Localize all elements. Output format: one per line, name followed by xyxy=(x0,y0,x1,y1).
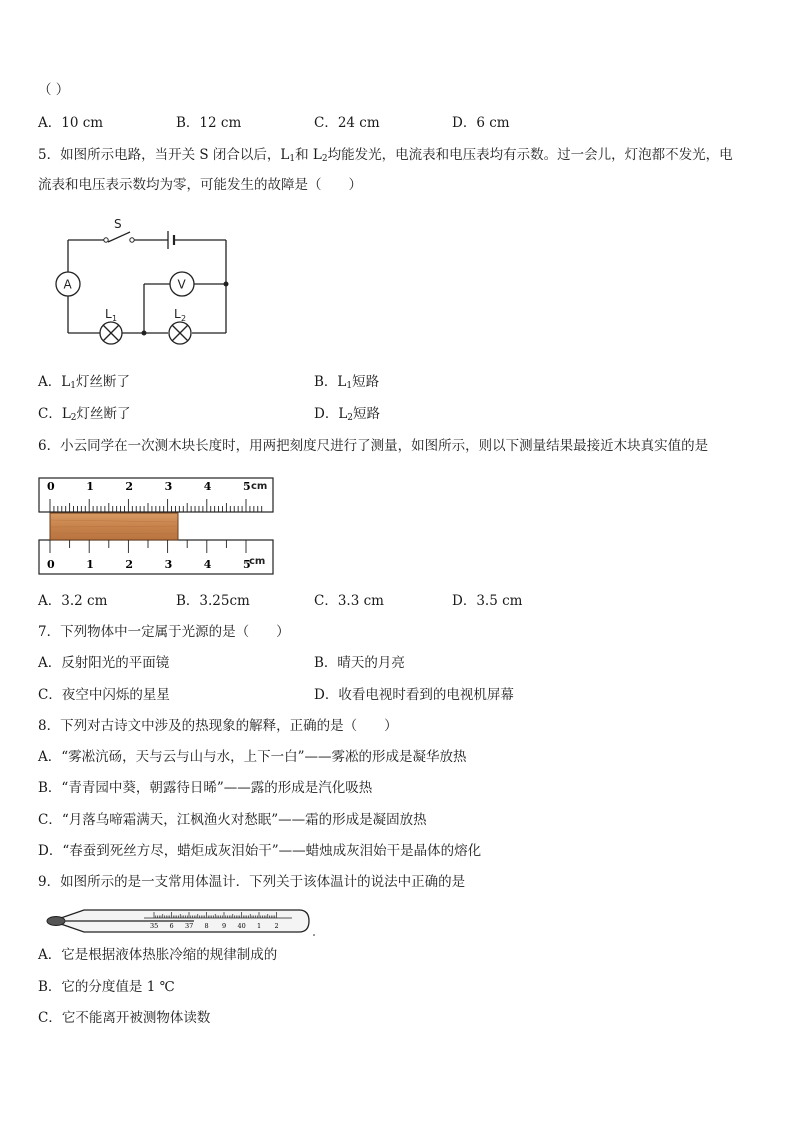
thermometer-scale-label: 6 xyxy=(169,922,174,930)
lamp1-label: L xyxy=(105,307,112,321)
ruler-unit-bottom: cm xyxy=(249,556,266,567)
q4-option-a[interactable]: A．10 cm xyxy=(38,115,104,131)
ruler-bottom-label: 5 xyxy=(243,558,251,571)
q9-option-a[interactable]: A．它是根据液体热胀冷缩的规律制成的 xyxy=(38,947,278,963)
q5-stem-line1: 5．如图所示电路，当开关 S 闭合以后，$L_1$和 $L_2$均能发光，电流表和电压表均有示数。过一会儿，灯泡都不发光，电 xyxy=(38,147,733,164)
ruler-bottom-label: 4 xyxy=(203,558,212,571)
q5-option-b[interactable]: B．$L_1$短路 xyxy=(314,374,380,391)
ruler-top-label: 4 xyxy=(203,480,212,493)
lamp1-sub: 1 xyxy=(112,314,118,323)
q6-option-a[interactable]: A．3.2 cm xyxy=(38,593,108,609)
ruler-unit-top: cm xyxy=(251,481,268,492)
ruler-top-label: 0 xyxy=(47,480,55,493)
thermometer-scale-label: 35 xyxy=(150,922,159,930)
q5-stem-line2: 流表和电压表示数均为零，可能发生的故障是（ ） xyxy=(38,177,362,193)
ammeter-label: A xyxy=(63,277,72,292)
ruler-top-label: 5 xyxy=(243,480,251,493)
voltmeter-label: V xyxy=(177,277,186,292)
q8-stem: 8．下列对古诗文中涉及的热现象的解释，正确的是（ ） xyxy=(38,718,398,734)
ruler-top-label: 3 xyxy=(164,480,173,493)
thermometer-scale-label: 2 xyxy=(274,922,279,930)
q6-stem: 6．小云同学在一次测木块长度时，用两把刻度尺进行了测量，如图所示，则以下测量结果最接近木块真实值的是 xyxy=(38,438,709,454)
ruler-bottom-label: 1 xyxy=(86,558,94,571)
thermometer-diagram xyxy=(44,905,320,939)
ruler-top-label: 1 xyxy=(86,480,94,493)
q8-option-a[interactable]: A．“雾凇沆砀，天与云与山与水，上下一白”——雾凇的形成是凝华放热 xyxy=(38,749,467,765)
q7-stem: 7．下列物体中一定属于光源的是（ ） xyxy=(38,624,290,640)
q4-option-c[interactable]: C．24 cm xyxy=(314,115,380,131)
q7-option-a[interactable]: A．反射阳光的平面镜 xyxy=(38,655,170,671)
lamp2-label: L xyxy=(174,307,181,321)
q8-option-b[interactable]: B．“青青园中葵，朝露待日晞”——露的形成是汽化吸热 xyxy=(38,780,373,796)
q4-option-b[interactable]: B．12 cm xyxy=(176,115,242,131)
q4-option-d[interactable]: D．6 cm xyxy=(452,115,510,131)
ruler-bottom-label: 0 xyxy=(47,558,55,571)
ruler-diagram xyxy=(38,476,276,578)
q7-option-b[interactable]: B．晴天的月亮 xyxy=(314,655,405,671)
thermometer-scale-label: 9 xyxy=(222,922,227,930)
q7-option-c[interactable]: C．夜空中闪烁的星星 xyxy=(38,687,170,703)
circuit-diagram xyxy=(50,215,240,350)
thermometer-scale-label: 1 xyxy=(257,922,262,930)
q6-option-d[interactable]: D．3.5 cm xyxy=(452,593,523,609)
ruler-bottom-label: 3 xyxy=(164,558,173,571)
q4-tail: （ ） xyxy=(38,82,70,98)
q9-option-c[interactable]: C．它不能离开被测物体读数 xyxy=(38,1010,211,1026)
q9-option-b[interactable]: B．它的分度值是 1 ℃ xyxy=(38,979,175,995)
q5-option-a[interactable]: A．$L_1$灯丝断了 xyxy=(38,374,130,391)
q9-stem: 9．如图所示的是一支常用体温计．下列关于该体温计的说法中正确的是 xyxy=(38,874,466,890)
q7-option-d[interactable]: D．收看电视时看到的电视机屏幕 xyxy=(314,687,514,703)
q5-option-c[interactable]: C．$L_2$灯丝断了 xyxy=(38,406,131,423)
thermometer-scale-label: 40 xyxy=(237,922,246,930)
q6-option-c[interactable]: C．3.3 cm xyxy=(314,593,384,609)
q8-option-c[interactable]: C．“月落乌啼霜满天，江枫渔火对愁眠”——霜的形成是凝固放热 xyxy=(38,812,427,828)
lamp2-sub: 2 xyxy=(181,314,187,323)
thermometer-scale-label: 8 xyxy=(204,922,209,930)
thermometer-scale-label: 37 xyxy=(185,922,194,930)
switch-label: S xyxy=(114,217,122,231)
q6-option-b[interactable]: B．3.25cm xyxy=(176,593,250,609)
q5-option-d[interactable]: D．$L_2$短路 xyxy=(314,406,381,423)
ruler-top-label: 2 xyxy=(125,480,134,493)
q8-option-d[interactable]: D．“春蚕到死丝方尽，蜡炬成灰泪始干”——蜡烛成灰泪始干是晶体的熔化 xyxy=(38,843,482,859)
ruler-bottom-label: 2 xyxy=(125,558,134,571)
